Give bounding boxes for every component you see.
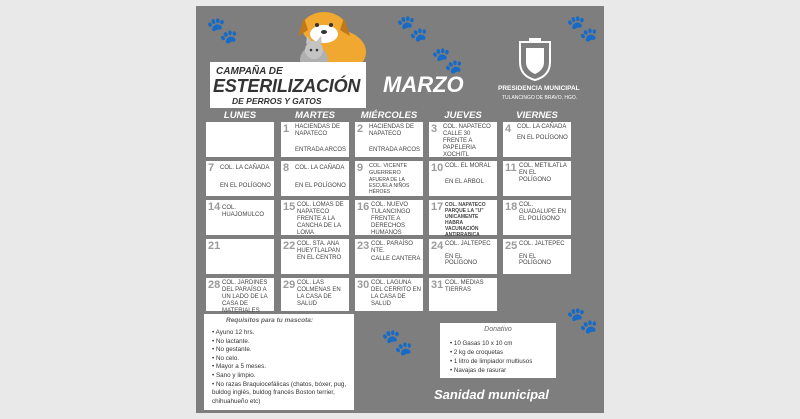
list-item: • 2 kg de croquetas (450, 349, 504, 356)
day-number: 28 (208, 279, 221, 291)
day-number: 25 (505, 240, 518, 252)
list-item: • No celo. (212, 354, 240, 362)
day-header-friday: VIERNES (516, 110, 558, 121)
day-number: 14 (208, 201, 221, 213)
day-location: COL. NAPATECO CALLE 30 FRENTE A PAPELERIA XOCHITL (443, 124, 491, 158)
day-location: COL. LOMAS DE NAPATECO FRENTE A LA CANCHA DE LA LOMA (297, 202, 344, 236)
day-location: COL. GUADALUPE EN EL POLÍGONO (519, 202, 567, 222)
day-number: 16 (357, 201, 370, 213)
day-location: COL. LA CAÑADA (517, 124, 567, 130)
day-number: 23 (357, 240, 370, 252)
day-number: 21 (208, 240, 221, 252)
day-location: COL. LA CAÑADA (295, 165, 345, 171)
day-header-thursday: JUEVES (444, 110, 482, 121)
calendar-cell-empty (206, 122, 274, 157)
calendar-cell-day-14 (206, 200, 274, 235)
presidency-label: PRESIDENCIA MUNICIPAL (498, 85, 580, 92)
paw-icon: 🐾 (396, 14, 429, 44)
day-location: COL. LAS COLMENAS EN LA CASA DE SALUD (297, 280, 341, 307)
day-number: 18 (505, 201, 518, 213)
list-item: • No lactante. (212, 337, 250, 345)
footer-sanidad-municipal: Sanidad municipal (434, 387, 549, 402)
day-number: 7 (208, 162, 215, 174)
day-location-detail: EN EL POLÍGONO (517, 135, 568, 141)
day-number: 10 (431, 162, 444, 174)
requirements-title: Requisitos para tu mascota: (226, 317, 314, 324)
paw-icon: 🐾 (431, 46, 464, 76)
campaign-title-line3: DE PERROS Y GATOS (232, 96, 322, 106)
list-item: • Mayor a 5 meses. (212, 363, 267, 371)
day-number: 17 (431, 201, 444, 213)
list-item: • Navajas de rasurar (450, 367, 507, 374)
calendar-cell-day-7 (206, 161, 274, 196)
list-item: • No gestante. (212, 346, 252, 354)
day-number: 11 (505, 162, 517, 174)
day-location-detail: EN EL POLÍGONO (220, 183, 271, 189)
day-number: 24 (431, 240, 444, 252)
calendar-cell-day-17 (429, 200, 497, 238)
day-number: 3 (431, 123, 438, 135)
day-number: 4 (505, 123, 512, 135)
calendar-cell-day-21 (206, 239, 274, 274)
list-item: • Sano y limpio. (212, 371, 256, 379)
calendar-cell-day-31 (429, 278, 497, 311)
calendar-cell-day-8 (281, 161, 349, 196)
day-location: COL. LAGUNA DEL CERRITO EN LA CASA DE SALUD (371, 280, 422, 307)
month-title: MARZO (383, 72, 464, 97)
list-item: • 1 litro de limpiador multiusos (450, 358, 533, 365)
calendar-cell-day-3 (429, 122, 497, 157)
campaign-title-line1: CAMPAÑA DE (216, 66, 283, 77)
calendar-cell-day-10 (429, 161, 497, 196)
paw-icon: 🐾 (381, 328, 414, 358)
calendar-cell-day-30 (355, 278, 423, 311)
day-number: 31 (431, 279, 444, 291)
day-location: COL. JALTEPEC (445, 241, 491, 247)
donation-title: Donativo (484, 326, 512, 333)
day-location: COL. LA CAÑADA (220, 165, 270, 171)
calendar-cell-day-15 (281, 200, 349, 235)
requirements-list (204, 329, 352, 406)
day-header-monday: LUNES (223, 110, 257, 121)
calendar-cell-day-28 (206, 278, 274, 314)
day-location: COL. VICENTE GUERRERO (369, 163, 408, 176)
day-location: COL. HUAJOMULCO (222, 205, 265, 218)
day-location: HACIENDAS DE NAPATECO (369, 124, 415, 137)
calendar-cell-day-29 (281, 278, 349, 311)
day-location: COL. STA. ANA HUEYTLALPAN EN EL CENTRO (297, 241, 342, 261)
donation-box (440, 323, 556, 378)
calendar-cell-day-22 (281, 239, 349, 274)
day-location-detail: EN EL ARBOL (445, 179, 484, 185)
day-location: COL. JALTEPEC (519, 241, 565, 247)
calendar-cell-day-23 (355, 239, 423, 274)
calendar-cell-day-11 (503, 161, 571, 196)
day-location: COL. JARDINES DEL PARAÍSO A UN LADO DE LA CASA DE MATERIALES (222, 280, 268, 314)
day-location: COL. EL MORAL (445, 163, 491, 169)
day-number: 30 (357, 279, 370, 291)
day-header-tuesday: MARTES (295, 110, 335, 121)
requirements-box (204, 314, 354, 410)
day-location: COL. PARAÍSO NTE. (371, 241, 413, 254)
calendar-cell-day-9 (355, 161, 423, 196)
day-number: 1 (283, 123, 290, 135)
day-location: COL. NUEVO TULANCINGO FRENTE A DERECHOS HUMANOS (371, 202, 411, 236)
day-number: 9 (357, 162, 364, 174)
calendar-cell-day-2 (355, 122, 423, 157)
calendar-cell-day-18 (503, 200, 571, 235)
campaign-title-line2: ESTERILIZACIÓN (213, 76, 361, 96)
list-item: • 10 Gasas 10 x 10 cm (450, 340, 513, 347)
donation-list (440, 339, 554, 375)
day-location-detail: CALLE CANTERA (371, 256, 421, 262)
day-number: 8 (283, 162, 290, 174)
day-location: COL. METILATLA EN EL POLÍGONO (519, 163, 567, 183)
day-location-detail: EN EL POLÍGONO (295, 183, 346, 189)
calendar-cell-day-4 (503, 122, 571, 157)
day-location-detail: EN EL POLÍGONO (445, 254, 478, 266)
list-item: • Ayuno 12 hrs. (212, 329, 255, 336)
paw-icon: 🐾 (566, 306, 599, 336)
calendar-cell-day-25 (503, 239, 571, 274)
municipal-seal-icon (512, 36, 558, 82)
day-number: 2 (357, 123, 364, 135)
calendar-cell-day-16 (355, 200, 423, 235)
day-location-detail: AFUERA DE LA ESCUELA NIÑOS HÉROES (369, 177, 410, 195)
campaign-poster (196, 6, 604, 413)
day-location: COL. NAPATECO PARQUE LA "U" UNICAMENTE HABRA VACUNACIÓN ANTIRRABICA (445, 202, 486, 238)
day-location-detail: ENTRADA ARCOS (369, 147, 421, 153)
day-number: 15 (283, 201, 296, 213)
paw-icon: 🐾 (206, 16, 239, 46)
day-location-detail: ENTRADA ARCOS (295, 147, 347, 153)
calendar-cell-day-1 (281, 122, 349, 157)
day-header-wednesday: MIÉRCOLES (360, 110, 418, 121)
day-number: 22 (283, 240, 296, 252)
day-location: HACIENDAS DE NAPATECO (295, 124, 341, 137)
day-location-detail: EN EL POLÍGONO (519, 254, 552, 266)
municipality-label: TULANCINGO DE BRAVO, HGO. (502, 95, 578, 101)
paw-icon: 🐾 (566, 14, 599, 44)
day-number: 29 (283, 279, 296, 291)
calendar-cell-day-24 (429, 239, 497, 274)
day-location: COL. MEDIAS TIERRAS (445, 280, 484, 293)
list-item: • No razas Braquiocefálicas (chatos, bóxer, pug, buldog inglés, buldog francés Boston terrier, chihuahueño etc) (212, 380, 347, 405)
